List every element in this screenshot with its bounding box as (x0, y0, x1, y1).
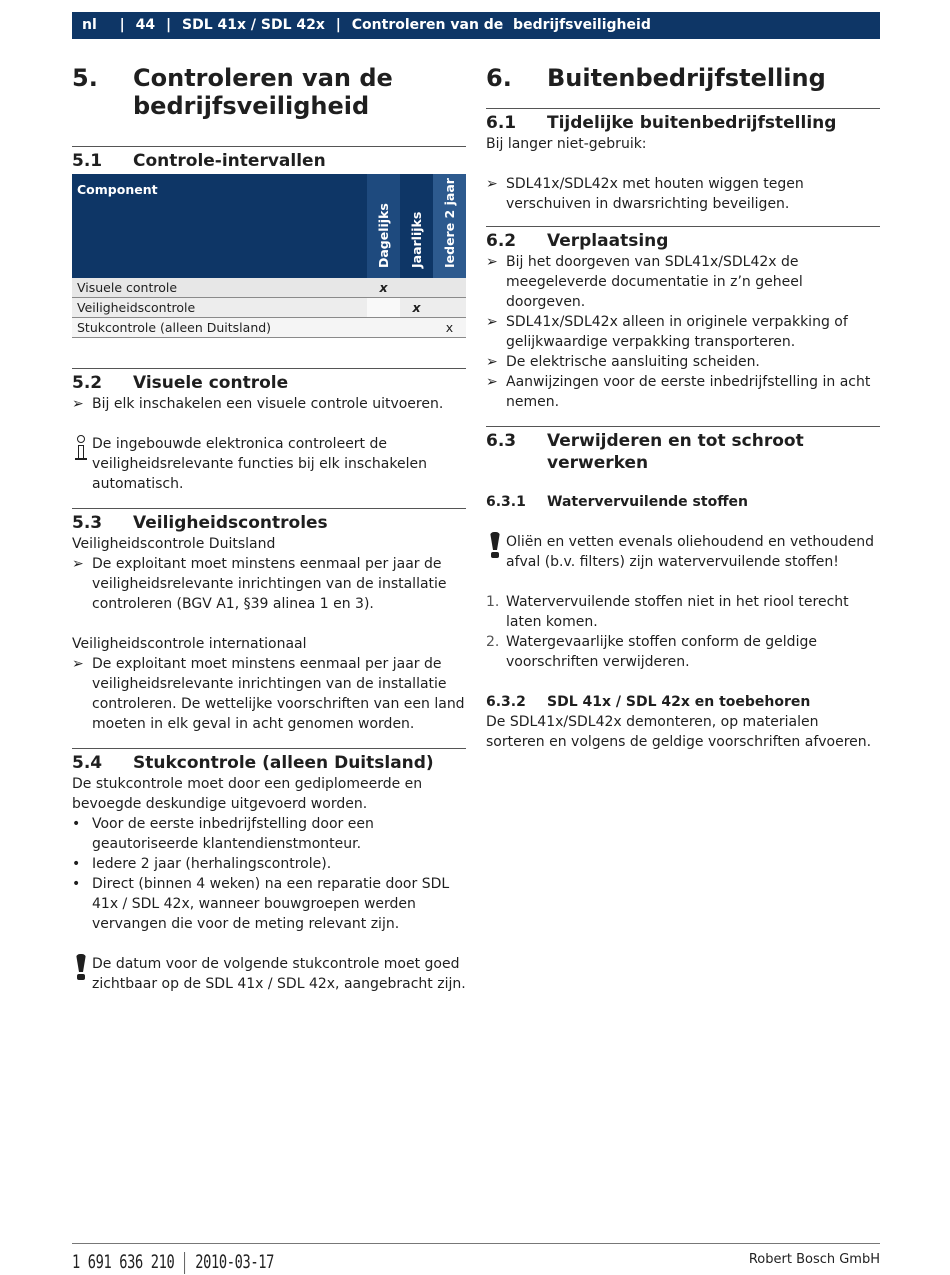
arrow-icon: ➢ (486, 354, 498, 370)
warning-note (486, 532, 880, 572)
document-date: 2010-03-17 (195, 1251, 275, 1273)
section-title: Verwijderen en tot schroot verwerken (547, 431, 804, 473)
section-title: SDL 41x / SDL 42x en toebehoren (547, 694, 811, 710)
section-number: 5.2 (72, 373, 103, 393)
section-number: 6. (486, 64, 512, 92)
footer-divider (72, 1243, 880, 1244)
instruction-item (72, 554, 466, 614)
arrow-icon: ➢ (486, 374, 498, 390)
instruction-text: De elektrische aansluiting scheiden. (506, 354, 760, 370)
instruction-text: De exploitant moet minstens eenmaal per jaar de veiligheidsrelevante inrichtingen van de installatie controleren (BGV A1, §39 alinea 1 en 3). (92, 556, 447, 612)
instruction-item (486, 174, 880, 214)
paragraph-intro: Bij langer niet-gebruik: (486, 136, 647, 152)
section-title: Veiligheidscontroles (133, 513, 328, 533)
footer-document-info (72, 1252, 274, 1274)
subheading-international: Veiligheidscontrole internationaal (72, 636, 307, 652)
cell-daily (367, 318, 400, 338)
bullet-icon: • (72, 856, 81, 872)
note-text: De ingebouwde elektronica controleert de veiligheidsrelevante functies bij elk inschakelen automatisch. (92, 436, 427, 492)
column-header-biennial: Iedere 2 jaar (433, 174, 466, 278)
section-number: 5.3 (72, 513, 103, 533)
instruction-text: Bij het doorgeven van SDL41x/SDL42x de meegeleverde documentatie in z’n geheel doorgeven. (506, 254, 803, 310)
arrow-icon: ➢ (486, 254, 498, 270)
instruction-text: Aanwijzingen voor de eerste inbedrijfstelling in acht nemen. (506, 374, 871, 410)
bullet-icon: • (72, 816, 81, 832)
header-separator: | (119, 17, 125, 33)
right-column (486, 64, 880, 752)
warning-note (72, 954, 466, 994)
instruction-item (72, 394, 466, 414)
instruction-text: SDL41x/SDL42x met houten wiggen tegen verschuiven in dwarsrichting beveiligen. (506, 176, 804, 212)
table-row (72, 278, 466, 298)
table-header-row (72, 174, 466, 278)
section-6-3-1-heading (486, 492, 880, 512)
note-text: Oliën en vetten evenals oliehoudend en vethoudend afval (b.v. filters) zijn watervervuilende stoffen! (506, 534, 874, 570)
footer-separator (184, 1252, 185, 1274)
list-item-text: Watervervuilende stoffen niet in het riool terecht laten komen. (506, 594, 849, 630)
section-number: 6.3.1 (486, 494, 526, 510)
section-5-4-heading (72, 748, 466, 774)
cell-yearly: x (400, 298, 433, 318)
section-6-3-heading (486, 426, 880, 474)
instruction-item (486, 372, 880, 412)
list-item-text: Voor de eerste inbedrijfstelling door een geautoriseerde klantendienstmonteur. (92, 816, 374, 852)
step-number: 1. (486, 594, 500, 610)
page-header (72, 12, 880, 39)
subheading-germany: Veiligheidscontrole Duitsland (72, 536, 276, 552)
list-item-text: Direct (binnen 4 weken) na een reparatie door SDL 41x / SDL 42x, wanneer bouwgroepen werden vervangen die voor de meting relevant zijn. (92, 876, 450, 932)
section-number: 6.3.2 (486, 694, 526, 710)
cell-daily: x (367, 278, 400, 298)
section-title: Verplaatsing (547, 231, 669, 251)
instruction-text: Bij elk inschakelen een visuele controle uitvoeren. (92, 396, 444, 412)
list-item (486, 592, 880, 632)
section-number: 6.1 (486, 113, 517, 133)
instruction-item (486, 312, 880, 352)
list-item (486, 632, 880, 672)
instruction-item (486, 352, 880, 372)
paragraph-intro: De stukcontrole moet door een gediplomeerde en bevoegde deskundige uitgevoerd worden. (72, 776, 423, 812)
page-number: 44 (135, 17, 156, 33)
company-name: Robert Bosch GmbH (748, 1252, 880, 1267)
column-header-yearly: Jaarlijks (400, 174, 433, 278)
instruction-item (486, 252, 880, 312)
arrow-icon: ➢ (486, 176, 498, 192)
section-number: 6.3 (486, 431, 517, 451)
section-title: Tijdelijke buitenbedrijfstelling (547, 113, 837, 133)
chapter-title: Controleren van de bedrijfsveiligheid (351, 17, 651, 33)
arrow-icon: ➢ (486, 314, 498, 330)
section-6-heading (486, 64, 880, 92)
section-6-1-heading (486, 108, 880, 134)
left-column (72, 64, 466, 994)
info-icon (72, 434, 92, 494)
bullet-icon: • (72, 876, 81, 892)
section-title: Controleren van de bedrijfsveiligheid (133, 64, 393, 120)
section-6-2-heading (486, 226, 880, 252)
table-row (72, 318, 466, 338)
arrow-icon: ➢ (72, 556, 84, 572)
list-item-text: Iedere 2 jaar (herhalingscontrole). (92, 856, 332, 872)
cell-yearly (400, 278, 433, 298)
document-number: 1 691 636 210 (72, 1251, 175, 1273)
exclamation-icon (486, 532, 506, 572)
arrow-icon: ➢ (72, 396, 84, 412)
section-5-3-heading (72, 508, 466, 534)
step-number: 2. (486, 634, 500, 650)
note-text: De datum voor de volgende stukcontrole moet goed zichtbaar op de SDL 41x / SDL 42x, aangebracht zijn. (92, 956, 466, 992)
paragraph-text: De SDL41x/SDL42x demonteren, op materialen sorteren en volgens de geldige voorschriften afvoeren. (486, 714, 872, 750)
section-5-1-heading (72, 146, 466, 172)
instruction-text: De exploitant moet minstens eenmaal per jaar de veiligheidsrelevante inrichtingen van de installatie controleren. De wettelijke voorschriften van een land moeten in elk geval in acht genomen worden. (92, 656, 465, 732)
control-interval-table (72, 174, 466, 338)
arrow-icon: ➢ (72, 656, 84, 672)
section-number: 5.1 (72, 151, 103, 171)
section-number: 5.4 (72, 753, 103, 773)
cell-daily (367, 298, 400, 318)
section-number: 6.2 (486, 231, 517, 251)
section-title: Controle-intervallen (133, 151, 326, 171)
section-title: Buitenbedrijfstelling (547, 64, 826, 92)
section-number: 5. (72, 64, 98, 92)
column-header-daily: Dagelijks (367, 174, 400, 278)
cell-yearly (400, 318, 433, 338)
column-header-component: Component (72, 174, 367, 278)
cell-biennial (433, 278, 466, 298)
exclamation-icon (72, 954, 92, 994)
list-item-text: Watergevaarlijke stoffen conform de geldige voorschriften verwijderen. (506, 634, 817, 670)
section-title: Stukcontrole (alleen Duitsland) (133, 753, 434, 773)
header-separator: | (335, 17, 341, 33)
list-item (72, 854, 466, 874)
section-title: Watervervuilende stoffen (547, 494, 748, 510)
section-title: Visuele controle (133, 373, 289, 393)
section-6-3-2-heading (486, 692, 880, 712)
language-code: nl (82, 17, 97, 33)
list-item (72, 814, 466, 854)
header-separator: | (166, 17, 172, 33)
section-5-2-heading (72, 368, 466, 394)
cell-component: Visuele controle (72, 278, 367, 298)
list-item (72, 874, 466, 934)
table-row (72, 298, 466, 318)
cell-biennial: x (433, 318, 466, 338)
cell-component: Stukcontrole (alleen Duitsland) (72, 318, 367, 338)
product-model: SDL 41x / SDL 42x (182, 17, 325, 33)
instruction-text: SDL41x/SDL42x alleen in originele verpakking of gelijkwaardige verpakking transporteren. (506, 314, 848, 350)
cell-biennial (433, 298, 466, 318)
cell-component: Veiligheidscontrole (72, 298, 367, 318)
section-5-heading (72, 64, 466, 120)
instruction-item (72, 654, 466, 734)
info-note (72, 434, 466, 494)
